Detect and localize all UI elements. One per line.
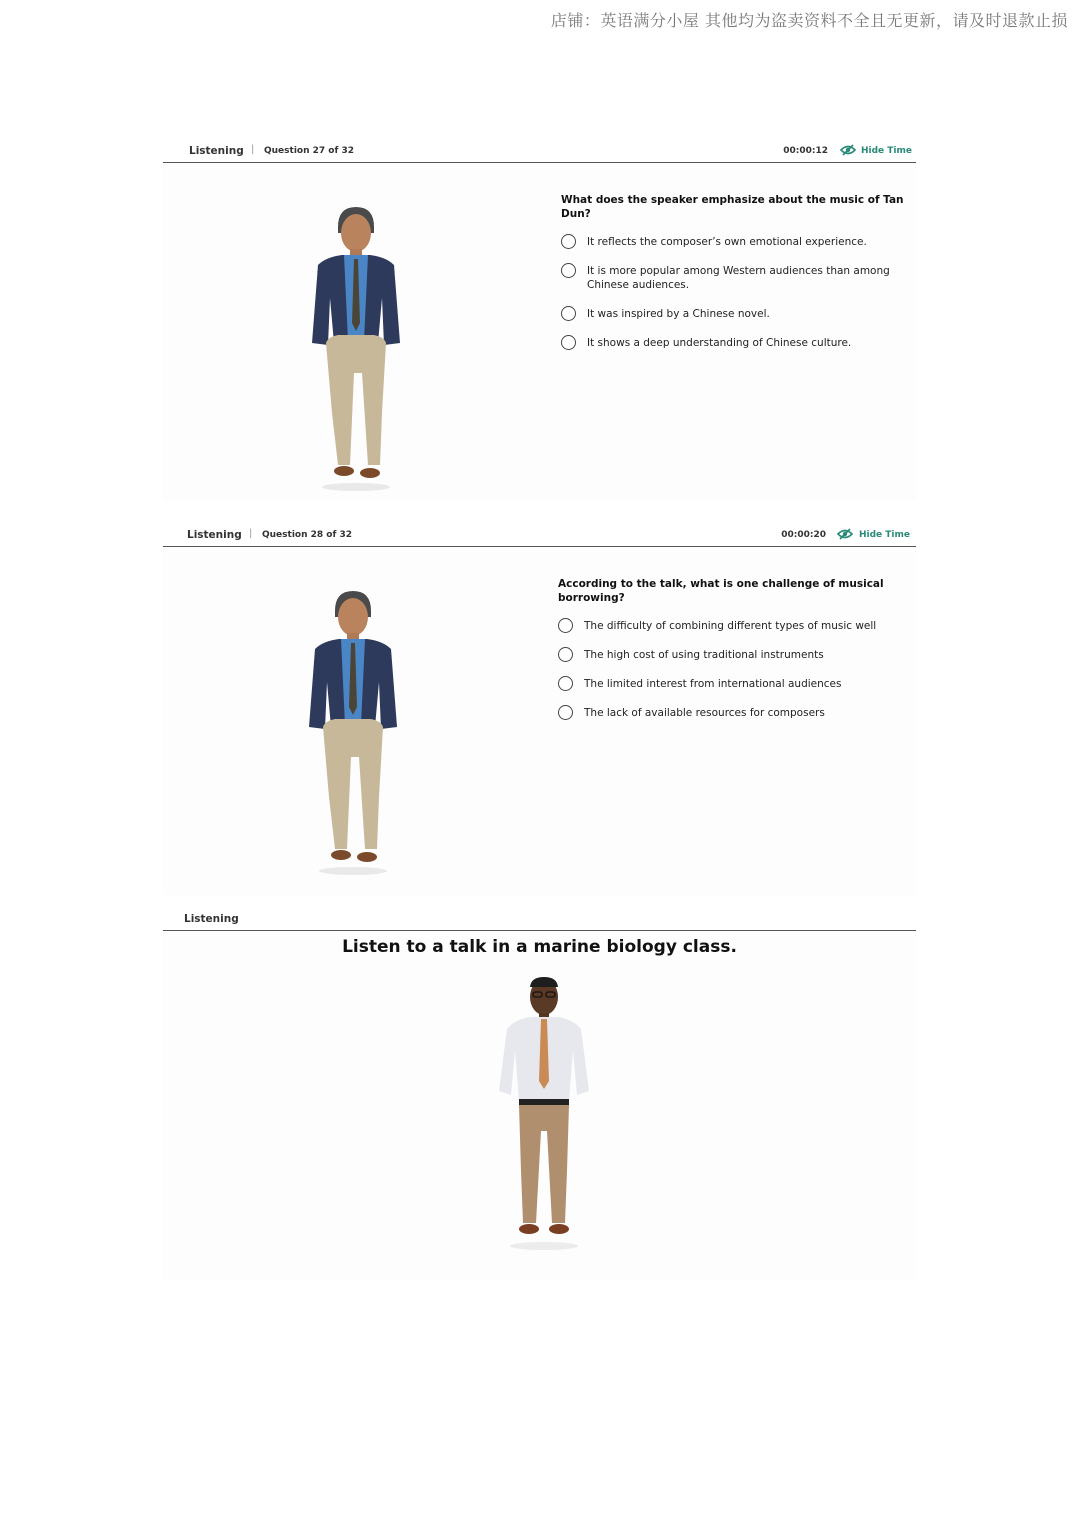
speaker-illustration <box>295 587 415 877</box>
radio-button-icon[interactable] <box>558 647 573 662</box>
answer-option-text: The high cost of using traditional instruments <box>584 649 824 661</box>
radio-button-icon[interactable] <box>558 618 573 633</box>
eye-slash-icon[interactable] <box>840 143 856 157</box>
lecturer-illustration <box>489 971 599 1251</box>
answer-option-2[interactable] <box>561 264 906 292</box>
eye-slash-icon[interactable] <box>837 527 853 541</box>
answer-option-text: It was inspired by a Chinese novel. <box>587 308 770 320</box>
answer-option-text: The limited interest from international audiences <box>584 678 842 690</box>
question-panel-28 <box>163 524 916 896</box>
answer-option-3[interactable] <box>558 677 903 691</box>
question-prompt: According to the talk, what is one challenge of musical borrowing? <box>558 578 884 604</box>
question-area <box>561 193 906 365</box>
header-divider: | <box>251 144 255 155</box>
question-area <box>558 577 903 735</box>
question-counter: Question 27 of 32 <box>264 146 355 156</box>
answer-option-1[interactable] <box>558 619 903 633</box>
panel-body <box>163 931 916 1281</box>
answer-option-text: It is more popular among Western audiences than among Chinese audiences. <box>587 265 890 291</box>
radio-button-icon[interactable] <box>561 335 576 350</box>
header-divider: | <box>249 528 253 539</box>
section-label: Listening <box>184 913 239 925</box>
panel-header <box>163 140 916 163</box>
answer-option-text: It reflects the composer’s own emotional experience. <box>587 236 867 248</box>
answer-option-3[interactable] <box>561 307 906 321</box>
question-panel-27 <box>163 140 916 502</box>
answer-option-1[interactable] <box>561 235 906 249</box>
timer-display: 00:00:20 <box>781 530 826 540</box>
panel-header <box>163 524 916 547</box>
panel-body <box>163 163 916 501</box>
panel-header <box>163 908 916 931</box>
listening-intro-panel <box>163 908 916 1282</box>
timer-display: 00:00:12 <box>783 146 828 156</box>
answer-option-4[interactable] <box>561 336 906 350</box>
answer-option-text: The difficulty of combining different types of music well <box>584 620 877 632</box>
question-counter: Question 28 of 32 <box>262 530 353 540</box>
section-label: Listening <box>189 145 244 157</box>
panel-body <box>163 547 916 895</box>
answer-option-4[interactable] <box>558 706 903 720</box>
radio-button-icon[interactable] <box>558 705 573 720</box>
section-label: Listening <box>187 529 242 541</box>
answer-option-text: The lack of available resources for composers <box>584 707 825 719</box>
radio-button-icon[interactable] <box>561 306 576 321</box>
hide-time-button[interactable]: Hide Time <box>858 530 910 540</box>
speaker-illustration <box>298 203 418 493</box>
answer-option-text: It shows a deep understanding of Chinese culture. <box>587 337 852 349</box>
hide-time-button[interactable]: Hide Time <box>860 146 912 156</box>
intro-title: Listen to a talk in a marine biology class. <box>342 937 737 957</box>
answer-option-2[interactable] <box>558 648 903 662</box>
radio-button-icon[interactable] <box>561 263 576 278</box>
radio-button-icon[interactable] <box>558 676 573 691</box>
question-prompt: What does the speaker emphasize about the music of Tan Dun? <box>561 194 904 220</box>
radio-button-icon[interactable] <box>561 234 576 249</box>
watermark-text: 店铺：英语满分小屋 其他均为盗卖资料不全且无更新，请及时退款止损 <box>550 11 1068 30</box>
